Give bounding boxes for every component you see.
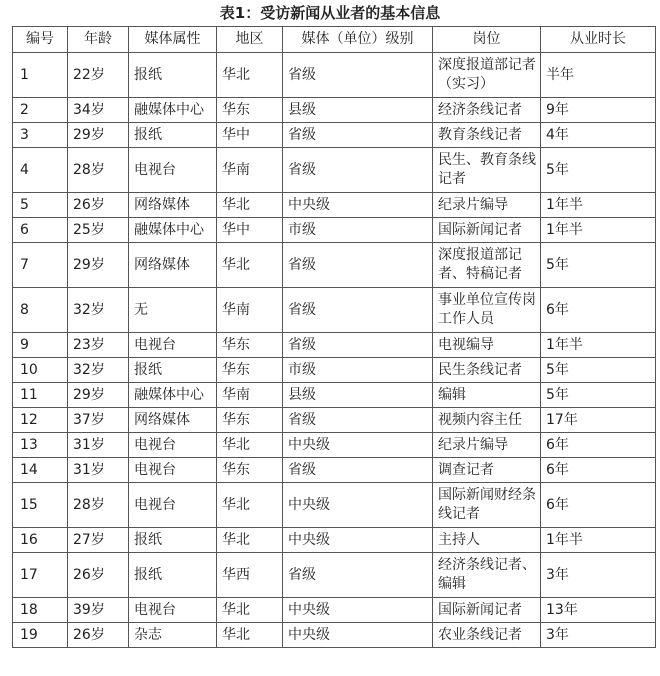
- cell-position: 国际新闻记者: [433, 218, 541, 243]
- cell-tenure: 6年: [541, 433, 656, 458]
- cell-age: 25岁: [68, 218, 129, 243]
- table-row: [13, 218, 656, 243]
- cell-age: 28岁: [68, 483, 129, 528]
- table-row: [13, 98, 656, 123]
- cell-age: 26岁: [68, 193, 129, 218]
- cell-position: 纪录片编导: [433, 193, 541, 218]
- table-row: [13, 458, 656, 483]
- cell-media-level: 中央级: [283, 623, 433, 648]
- cell-age: 32岁: [68, 288, 129, 333]
- cell-position: 主持人: [433, 528, 541, 553]
- cell-age: 29岁: [68, 243, 129, 288]
- cell-media-type: 报纸: [129, 553, 217, 598]
- cell-age: 39岁: [68, 598, 129, 623]
- cell-media-type: 电视台: [129, 148, 217, 193]
- cell-id: 15: [13, 483, 68, 528]
- table-row: [13, 433, 656, 458]
- table-row: [13, 123, 656, 148]
- cell-region: 华北: [217, 598, 283, 623]
- cell-media-type: 报纸: [129, 53, 217, 98]
- cell-media-level: 省级: [283, 123, 433, 148]
- cell-media-type: 无: [129, 288, 217, 333]
- cell-media-level: 省级: [283, 288, 433, 333]
- cell-tenure: 5年: [541, 148, 656, 193]
- cell-id: 7: [13, 243, 68, 288]
- cell-tenure: 4年: [541, 123, 656, 148]
- cell-id: 12: [13, 408, 68, 433]
- table-row: [13, 288, 656, 333]
- cell-tenure: 5年: [541, 358, 656, 383]
- cell-media-type: 电视台: [129, 598, 217, 623]
- cell-media-type: 杂志: [129, 623, 217, 648]
- header-media-type: 媒体属性: [129, 27, 217, 53]
- cell-id: 3: [13, 123, 68, 148]
- cell-region: 华南: [217, 288, 283, 333]
- cell-id: 19: [13, 623, 68, 648]
- cell-position: 视频内容主任: [433, 408, 541, 433]
- cell-media-type: 网络媒体: [129, 408, 217, 433]
- cell-media-level: 省级: [283, 408, 433, 433]
- cell-tenure: 3年: [541, 553, 656, 598]
- cell-id: 16: [13, 528, 68, 553]
- cell-age: 31岁: [68, 433, 129, 458]
- header-row: [13, 27, 656, 53]
- cell-position: 调查记者: [433, 458, 541, 483]
- cell-region: 华东: [217, 333, 283, 358]
- table-row: [13, 243, 656, 288]
- cell-region: 华中: [217, 218, 283, 243]
- header-tenure: 从业时长: [541, 27, 656, 53]
- table-row: [13, 483, 656, 528]
- cell-age: 32岁: [68, 358, 129, 383]
- cell-position: 经济条线记者、编辑: [433, 553, 541, 598]
- cell-age: 22岁: [68, 53, 129, 98]
- cell-region: 华北: [217, 53, 283, 98]
- table-row: [13, 53, 656, 98]
- cell-id: 8: [13, 288, 68, 333]
- cell-media-type: 电视台: [129, 483, 217, 528]
- table-row: [13, 383, 656, 408]
- cell-region: 华东: [217, 358, 283, 383]
- cell-media-level: 省级: [283, 333, 433, 358]
- header-id: 编号: [13, 27, 68, 53]
- table-body: [13, 53, 656, 648]
- cell-media-type: 融媒体中心: [129, 98, 217, 123]
- cell-media-level: 中央级: [283, 193, 433, 218]
- cell-media-level: 省级: [283, 243, 433, 288]
- cell-media-level: 中央级: [283, 528, 433, 553]
- cell-tenure: 1年半: [541, 218, 656, 243]
- header-region: 地区: [217, 27, 283, 53]
- header-media-level: 媒体（单位）级别: [283, 27, 433, 53]
- cell-media-level: 省级: [283, 53, 433, 98]
- cell-age: 26岁: [68, 623, 129, 648]
- cell-id: 18: [13, 598, 68, 623]
- cell-position: 农业条线记者: [433, 623, 541, 648]
- cell-position: 编辑: [433, 383, 541, 408]
- cell-id: 1: [13, 53, 68, 98]
- cell-media-type: 电视台: [129, 433, 217, 458]
- cell-position: 经济条线记者: [433, 98, 541, 123]
- cell-media-level: 市级: [283, 358, 433, 383]
- table-row: [13, 408, 656, 433]
- cell-media-level: 省级: [283, 458, 433, 483]
- cell-position: 国际新闻记者: [433, 598, 541, 623]
- cell-region: 华东: [217, 458, 283, 483]
- cell-region: 华北: [217, 483, 283, 528]
- cell-media-type: 报纸: [129, 528, 217, 553]
- cell-position: 教育条线记者: [433, 123, 541, 148]
- cell-tenure: 9年: [541, 98, 656, 123]
- cell-media-type: 报纸: [129, 358, 217, 383]
- cell-position: 深度报道部记者（实习）: [433, 53, 541, 98]
- cell-position: 民生条线记者: [433, 358, 541, 383]
- cell-tenure: 6年: [541, 458, 656, 483]
- cell-age: 26岁: [68, 553, 129, 598]
- cell-tenure: 17年: [541, 408, 656, 433]
- cell-media-level: 县级: [283, 383, 433, 408]
- cell-tenure: 1年半: [541, 333, 656, 358]
- cell-region: 华北: [217, 433, 283, 458]
- info-table: [12, 26, 656, 648]
- cell-tenure: 6年: [541, 483, 656, 528]
- table-title: 表1：受访新闻从业者的基本信息: [219, 4, 441, 22]
- cell-age: 28岁: [68, 148, 129, 193]
- cell-age: 29岁: [68, 383, 129, 408]
- cell-tenure: 半年: [541, 53, 656, 98]
- cell-media-level: 中央级: [283, 598, 433, 623]
- cell-id: 9: [13, 333, 68, 358]
- cell-position: 民生、教育条线记者: [433, 148, 541, 193]
- table-row: [13, 598, 656, 623]
- cell-region: 华中: [217, 123, 283, 148]
- cell-media-type: 网络媒体: [129, 193, 217, 218]
- cell-region: 华南: [217, 148, 283, 193]
- cell-region: 华西: [217, 553, 283, 598]
- cell-tenure: 1年半: [541, 193, 656, 218]
- cell-media-type: 融媒体中心: [129, 383, 217, 408]
- cell-media-level: 省级: [283, 148, 433, 193]
- cell-position: 深度报道部记者、特稿记者: [433, 243, 541, 288]
- cell-region: 华北: [217, 243, 283, 288]
- cell-media-type: 报纸: [129, 123, 217, 148]
- cell-age: 37岁: [68, 408, 129, 433]
- table-row: [13, 528, 656, 553]
- cell-age: 29岁: [68, 123, 129, 148]
- cell-position: 事业单位宣传岗工作人员: [433, 288, 541, 333]
- cell-tenure: 3年: [541, 623, 656, 648]
- cell-id: 5: [13, 193, 68, 218]
- cell-id: 10: [13, 358, 68, 383]
- cell-id: 4: [13, 148, 68, 193]
- cell-region: 华北: [217, 528, 283, 553]
- header-position: 岗位: [433, 27, 541, 53]
- header-age: 年龄: [68, 27, 129, 53]
- cell-tenure: 5年: [541, 243, 656, 288]
- cell-tenure: 1年半: [541, 528, 656, 553]
- cell-media-level: 省级: [283, 553, 433, 598]
- cell-position: 电视编导: [433, 333, 541, 358]
- table-row: [13, 358, 656, 383]
- table-row: [13, 553, 656, 598]
- cell-age: 27岁: [68, 528, 129, 553]
- cell-tenure: 5年: [541, 383, 656, 408]
- cell-id: 11: [13, 383, 68, 408]
- cell-media-type: 网络媒体: [129, 243, 217, 288]
- cell-media-level: 县级: [283, 98, 433, 123]
- cell-media-type: 融媒体中心: [129, 218, 217, 243]
- cell-region: 华东: [217, 408, 283, 433]
- cell-tenure: 6年: [541, 288, 656, 333]
- cell-media-type: 电视台: [129, 458, 217, 483]
- cell-tenure: 13年: [541, 598, 656, 623]
- cell-age: 31岁: [68, 458, 129, 483]
- cell-id: 17: [13, 553, 68, 598]
- cell-id: 14: [13, 458, 68, 483]
- cell-id: 6: [13, 218, 68, 243]
- cell-id: 2: [13, 98, 68, 123]
- cell-region: 华北: [217, 193, 283, 218]
- cell-media-level: 中央级: [283, 433, 433, 458]
- table-row: [13, 623, 656, 648]
- cell-region: 华北: [217, 623, 283, 648]
- cell-region: 华南: [217, 383, 283, 408]
- cell-position: 纪录片编导: [433, 433, 541, 458]
- cell-age: 23岁: [68, 333, 129, 358]
- cell-region: 华东: [217, 98, 283, 123]
- cell-age: 34岁: [68, 98, 129, 123]
- cell-position: 国际新闻财经条线记者: [433, 483, 541, 528]
- table-row: [13, 333, 656, 358]
- table-row: [13, 148, 656, 193]
- cell-media-level: 市级: [283, 218, 433, 243]
- cell-media-level: 中央级: [283, 483, 433, 528]
- table-row: [13, 193, 656, 218]
- cell-media-type: 电视台: [129, 333, 217, 358]
- cell-id: 13: [13, 433, 68, 458]
